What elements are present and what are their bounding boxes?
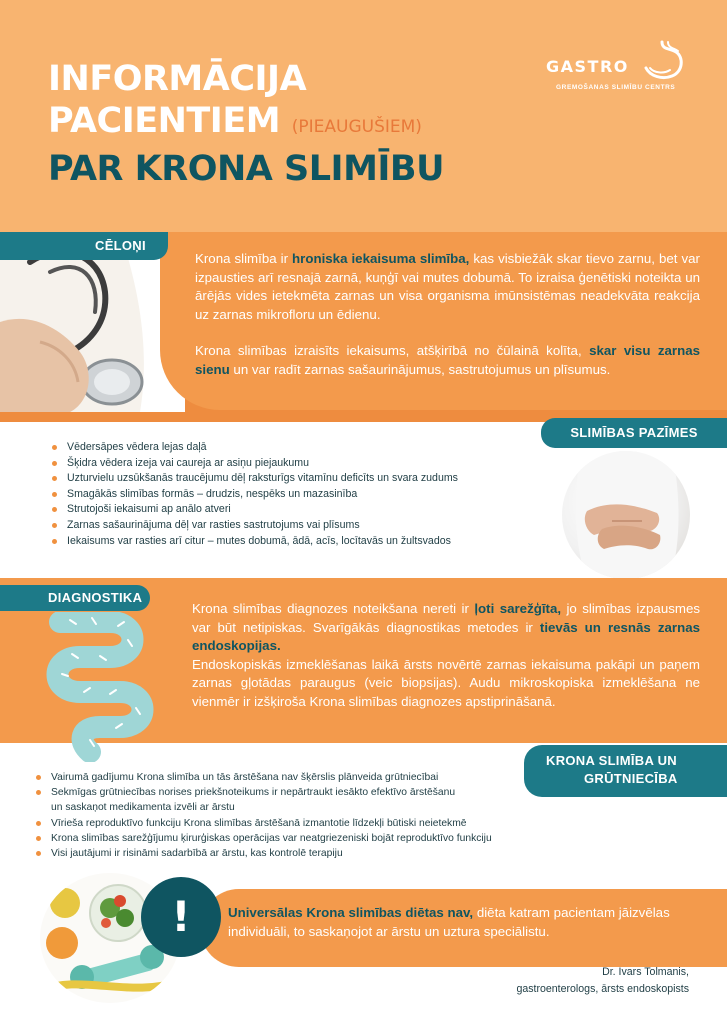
logo-subtitle: GREMOŠANAS SLIMĪBU CENTRS <box>556 84 676 91</box>
belly-icon <box>562 451 690 579</box>
diagnostics-label: DIAGNOSTIKA <box>0 585 150 611</box>
causes-p2-end: un var radīt zarnas sašaurinājumus, sastrutojumus un plīsumus. <box>229 361 611 377</box>
causes-label: CĒLOŅI <box>0 232 168 260</box>
symptoms-list <box>52 440 458 549</box>
list-item: Smagākās slimības formās – drudzis, nespēks un mazasinība <box>52 487 458 503</box>
causes-p2-start: Krona slimības izraisīts iekaisums, atšķirībā no čūlainā kolīta, <box>195 343 590 358</box>
diagnostics-paragraph-2: Endoskopiskās izmeklēšanas laikā ārsts novērtē zarnas iekaisuma pakāpi un paņem zarnas gļotādas paraugus (veic biopsijas). Audu mikroskopiska izmeklēšana ne vienmēr ir izšķiroša Krona slimības diagnozes apstiprināšanā. <box>192 656 700 709</box>
diagnostics-paragraph-1 <box>192 600 700 656</box>
list-item: Vairumā gadījumu Krona slimība un tās ārstēšana nav šķērslis plānveida grūtniecībai <box>36 770 492 785</box>
list-item: Šķidra vēdera izeja vai caureja ar asiņu piejaukumu <box>52 456 458 472</box>
causes-p1-highlight: hroniska iekaisuma slimība, <box>292 251 470 266</box>
pregnancy-label-line-1: KRONA SLIMĪBA UN <box>546 753 677 768</box>
causes-p1-end: kas visbiežāk skar tievo zarnu, bet var izpausties arī resnajā zarnā, kuņģī vai mutes dobumā. To izraisa ģenētiski noteikta un ārējās vides ietekmēta zarnas un visa organisma imūnsistēmas neadekvāta reakcija uz zarnas mikrofloru un ēdienu. <box>195 251 700 322</box>
causes-text <box>195 250 700 397</box>
causes-p2-highlight: skar visu zarnas sienu <box>195 343 700 377</box>
diagnostics-p1-start: Krona slimības diagnozes noteikšana nereti ir <box>192 601 475 616</box>
intestine-icon <box>40 612 170 762</box>
list-item: Strutojoši iekaisumi ap anālo atveri <box>52 502 458 518</box>
diet-note-highlight: Universālas Krona slimības diētas nav, <box>228 905 474 920</box>
list-item: Uzturvielu uzsūkšanās traucējumu dēļ raksturīgs vitamīnu deficīts un svara zudums <box>52 471 458 487</box>
title-line-2-text: PACIENTIEM <box>48 101 281 141</box>
causes-p1-start: Krona slimība ir <box>195 251 293 266</box>
title-line-2 <box>48 100 444 148</box>
signature <box>516 964 689 998</box>
causes-paragraph-1 <box>195 250 700 324</box>
diagnostics-p1-highlight-2: tievās un resnās zarnas endoskopijas. <box>192 619 700 653</box>
list-item: Iekaisums var rasties arī citur – mutes dobumā, ādā, acīs, locītavās un žultsvados <box>52 534 458 550</box>
abdominal-pain-photo <box>562 451 690 579</box>
diet-note-rest: diēta katram pacientam jāizvēlas individuāli, to saskaņojot ar ārstu un uztura speciālistu. <box>228 905 670 939</box>
diagnostics-text <box>192 600 700 711</box>
stomach-icon <box>636 38 688 82</box>
diagnostics-p1-middle: jo slimības izpausmes var būt netipiskas. Svarīgākās diagnostikas metodes ir <box>192 601 700 635</box>
page-title <box>48 58 444 190</box>
causes-paragraph-2 <box>195 342 700 379</box>
diagnostics-p1-highlight: ļoti sarežģīta, <box>474 601 562 616</box>
list-item: Krona slimības sarežģījumu ķirurģiskas operācijas var neatgriezeniski bojāt reproduktīvo funkciju <box>36 831 492 846</box>
list-item: Vēdersāpes vēdera lejas daļā <box>52 440 458 456</box>
list-item: Visi jautājumi ir risināmi sadarbībā ar ārstu, kas kontrolē terapiju <box>36 846 492 861</box>
header-banner <box>0 0 727 232</box>
diet-note-text <box>228 903 708 941</box>
signature-role: gastroenterologs, ārsts endoskopists <box>516 983 689 995</box>
pregnancy-label <box>524 745 727 797</box>
logo-wordmark: GASTRO <box>546 57 629 76</box>
warning-icon: ! <box>141 877 221 957</box>
list-item: Sekmīgas grūtniecības norises priekšnoteikums ir nepārtraukt iesākto efektīvo ārstēšanu <box>36 785 492 800</box>
list-item: Vīrieša reproduktīvo funkciju Krona slimības ārstēšanā izmantotie līdzekļi būtiski neietekmē <box>36 816 492 831</box>
title-subtitle: (PIEAUGUŠIEM) <box>291 117 422 137</box>
title-line-3: PAR KRONA SLIMĪBU <box>48 149 445 189</box>
pregnancy-list <box>36 770 492 861</box>
symptoms-label: SLIMĪBAS PAZĪMES <box>541 418 727 448</box>
signature-name: Dr. Ivars Tolmanis, <box>602 966 689 978</box>
title-line-1: INFORMĀCIJA <box>48 59 307 99</box>
list-item-continuation: un saskaņot medikamenta izvēli ar ārstu <box>51 802 235 814</box>
pregnancy-label-line-2: GRŪTNIECĪBA <box>584 771 678 786</box>
list-item: Zarnas sašaurinājuma dēļ var rasties sastrutojums vai plīsums <box>52 518 458 534</box>
gastro-logo <box>546 38 696 98</box>
